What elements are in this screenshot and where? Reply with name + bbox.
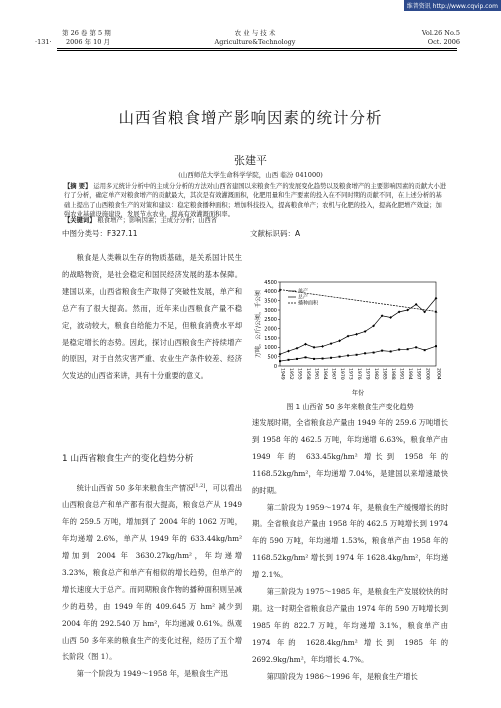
data-point <box>287 350 290 353</box>
x-tick-label: 1979 <box>364 368 370 380</box>
document-code: 文献标识码：A <box>250 229 301 238</box>
legend-label: 单产 <box>298 288 309 295</box>
data-point <box>296 347 299 350</box>
data-point <box>313 346 316 349</box>
stage-two-paragraph: 第二阶段为 1959～1974 年，是粮食生产缓慢增长的时期。全省粮食总产量由 1958 年的 462.5 万吨增长到 1974 年的 590 万吨，年均递增 1.53%，粮食单产由 1958 年的 1168.52kg/hm² 增长到 1974 年 1628.4kg/hm²，年均递增 2.1%。 <box>252 502 448 580</box>
data-point <box>279 353 282 356</box>
data-point <box>373 352 375 354</box>
y-tick-label: 1500 <box>264 335 277 342</box>
x-tick-label: 2004 <box>435 368 441 380</box>
data-point <box>304 343 307 346</box>
data-point <box>364 352 366 354</box>
intro-paragraph: 粮食是人类赖以生存的物质基础，是关系国计民生的战略物资，是社会稳定和国民经济发展的基本保障。建国以来，山西省粮食生产取得了突破性发展，单产和总产有了很大提高。然而，近年来山西粮食产量不稳定，波动较大，粮食自给能力不足，但粮食消费水平却是稳定增长的态势。因此，探讨山西粮食生产持续增产的原因，对于自然灾害严重、农业生产条件较差、经济欠发达的山西省来讲，具有十分重要的意义。 <box>62 253 242 381</box>
left-column-body <box>62 478 242 683</box>
x-tick-label: 1952 <box>288 368 294 380</box>
citation-ref[interactable]: [1,2] <box>193 483 206 489</box>
x-tick-label: 1949 <box>279 368 285 380</box>
keywords-label: 【关键词】 <box>64 217 96 224</box>
trend-paragraph <box>62 478 242 666</box>
data-point <box>407 348 409 350</box>
trend-text-b: ，可以看出山西粮食总产和单产都有很大提高，粮食总产从 1949 年的 259.5 万吨，增加到了 2004 年的 1062 万吨，年均递增 2.6%，单产从 1949 年的 633.44kg/hm² 增加到 2004 年 3630.27kg/hm²，年均递增 3.23%，粮食总产和单产有相似的增长趋势，但单产的增长速度大于总产。而同期粮食作物的播种面积则呈减少的趋势，由 1949 年的 409.645 万 hm² 减少到 2004 年的 292.540 万 hm²，年均递减 0.61%。纵观山西 50 多年来的粮食生产的变化过程，经历了五个增长阶段（图 1）。 <box>62 483 242 662</box>
y-tick-label: 3500 <box>264 298 277 305</box>
stage-four-paragraph: 第四阶段为 1986～1996 年，是粮食生产增长 <box>266 671 418 681</box>
figure-caption: 图 1 山西省 50 多年来粮食生产变化趋势 <box>286 403 414 411</box>
data-point <box>296 358 298 360</box>
data-point <box>390 350 392 352</box>
data-point <box>424 349 426 351</box>
data-point <box>322 358 324 360</box>
data-point <box>347 355 349 357</box>
stage-one-cont: 速发展时期，全省粮食总产量由 1949 年的 259.6 万吨增长到 1958 年的 462.5 万吨，年均递增 6.63%，粮食单产由 1949 年的 633.45kg/hm² 增长到 1958 年的 1168.52kg/hm²，年均递增 7.04%，是建国以来增速最快的时期。 <box>252 418 448 495</box>
x-tick-label: 1991 <box>398 368 404 380</box>
y-tick-label: 500 <box>267 354 277 361</box>
page-number: ·131· <box>35 38 52 46</box>
data-point <box>415 346 417 348</box>
paper-title: 山西省粮食增产影响因素的统计分析 <box>118 109 383 127</box>
x-tick-label: 1955 <box>296 368 302 380</box>
journal-issue: 第 26 卷 第 5 期 <box>62 29 111 37</box>
y-tick-label: 0 <box>273 363 277 370</box>
x-tick-label: 1958 <box>305 368 311 380</box>
header-rule-2 <box>57 50 457 51</box>
x-tick-label: 2000 <box>424 368 430 380</box>
data-point <box>398 349 400 351</box>
watermark[interactable]: 维普资讯 http://www.cqvip.com <box>404 0 501 11</box>
abstract-text: 运用多元统计分析中的主成分分析的方法对山西省建国以来粮食生产的发展变化趋势以及粮食增产的主要影响因素的贡献大小进行了分析，确定单产对粮食增产的贡献最大，其次是有效灌溉面积，化肥用量和生产要素的投入在不同时期的贡献不同，在上述分析的基础上提出了山西粮食生产的对策和建议：稳定粮食播种面积；增加科技投入，提高粮食单产；农机与化肥的投入，提高化肥增产效益；加强农业基础设施建设，发展节水农业，提高有效灌溉面积率。 <box>64 183 447 218</box>
x-axis-label: 年份 <box>351 390 365 397</box>
journal-name-en: Agriculture&Technology <box>214 38 296 46</box>
y-tick-label: 4000 <box>264 289 277 296</box>
data-point <box>355 333 358 336</box>
grain-trend-chart <box>252 278 442 398</box>
x-tick-label: 1967 <box>330 368 336 380</box>
trend-text-a: 统计山西省 50 多年来粮食生产情况 <box>76 483 194 493</box>
x-tick-label: 1964 <box>322 368 328 380</box>
journal-date-en: Oct. 2006 <box>427 38 460 46</box>
data-point <box>330 342 333 345</box>
data-point <box>338 339 341 342</box>
journal-name: 农 业 与 技 术 <box>234 29 276 37</box>
data-point <box>339 356 341 358</box>
x-tick-label: 1970 <box>339 368 345 380</box>
y-tick-label: 1000 <box>264 345 277 352</box>
left-column <box>62 250 242 385</box>
series-line <box>280 346 436 361</box>
data-point <box>313 358 315 360</box>
section-heading: 1 山西省粮食生产的变化趋势分析 <box>62 454 194 464</box>
abstract <box>64 182 448 219</box>
data-point <box>435 345 437 347</box>
x-tick-label: 1961 <box>313 368 319 380</box>
x-tick-label: 1982 <box>373 368 379 380</box>
legend-label: 总产 <box>298 294 309 301</box>
author: 张建平 <box>234 154 267 167</box>
data-point <box>381 350 383 352</box>
abstract-label: 【摘 要】 <box>64 183 92 190</box>
class-number: 中图分类号：F327.11 <box>62 229 138 238</box>
affiliation: (山西师范大学生命科学学院，山西 临汾 041000) <box>178 171 323 179</box>
data-point <box>288 359 290 361</box>
data-point <box>356 354 358 356</box>
y-tick-label: 4500 <box>264 279 277 286</box>
data-point <box>330 357 332 359</box>
y-tick-label: 2500 <box>264 317 277 324</box>
keywords-text: 粮食增产；影响因素；主成分分析；山西省 <box>97 217 218 224</box>
keywords <box>64 215 448 224</box>
y-tick-label: 3000 <box>264 307 277 314</box>
journal-volume: Vol.26 No.5 <box>421 29 460 37</box>
data-point <box>347 335 350 338</box>
x-tick-label: 1988 <box>390 368 396 380</box>
journal-date: 2006 年 10 月 <box>66 38 111 46</box>
x-tick-label: 1976 <box>356 368 362 380</box>
legend-label: 播种面积 <box>298 300 319 307</box>
header-rule <box>57 48 457 49</box>
data-point <box>305 356 307 358</box>
x-tick-label: 1985 <box>381 368 387 380</box>
stage-three-paragraph: 第三阶段为 1975～1985 年，是粮食生产发展较快的时期。这一时期全省粮食总产量由 1974 年的 590 万吨增长到 1985 年的 822.7 万吨，年均递增 3.1%，粮食单产由 1974 年的 1628.4kg/hm² 增长到 1985 年的 2692.9kg/hm²，年均增长 4.7%。 <box>252 587 448 664</box>
data-point <box>321 345 324 348</box>
x-tick-label: 1973 <box>347 368 353 380</box>
x-tick-label: 1997 <box>415 368 421 380</box>
data-point <box>279 360 281 362</box>
y-axis-label: 万吨，公斤/公顷，千公顷 <box>255 289 262 359</box>
x-tick-label: 1994 <box>407 368 413 380</box>
right-column <box>252 415 448 686</box>
y-tick-label: 2000 <box>264 326 277 333</box>
stage-one-paragraph: 第一个阶段为 1949～1958 年，是粮食生产迅 <box>76 669 228 679</box>
